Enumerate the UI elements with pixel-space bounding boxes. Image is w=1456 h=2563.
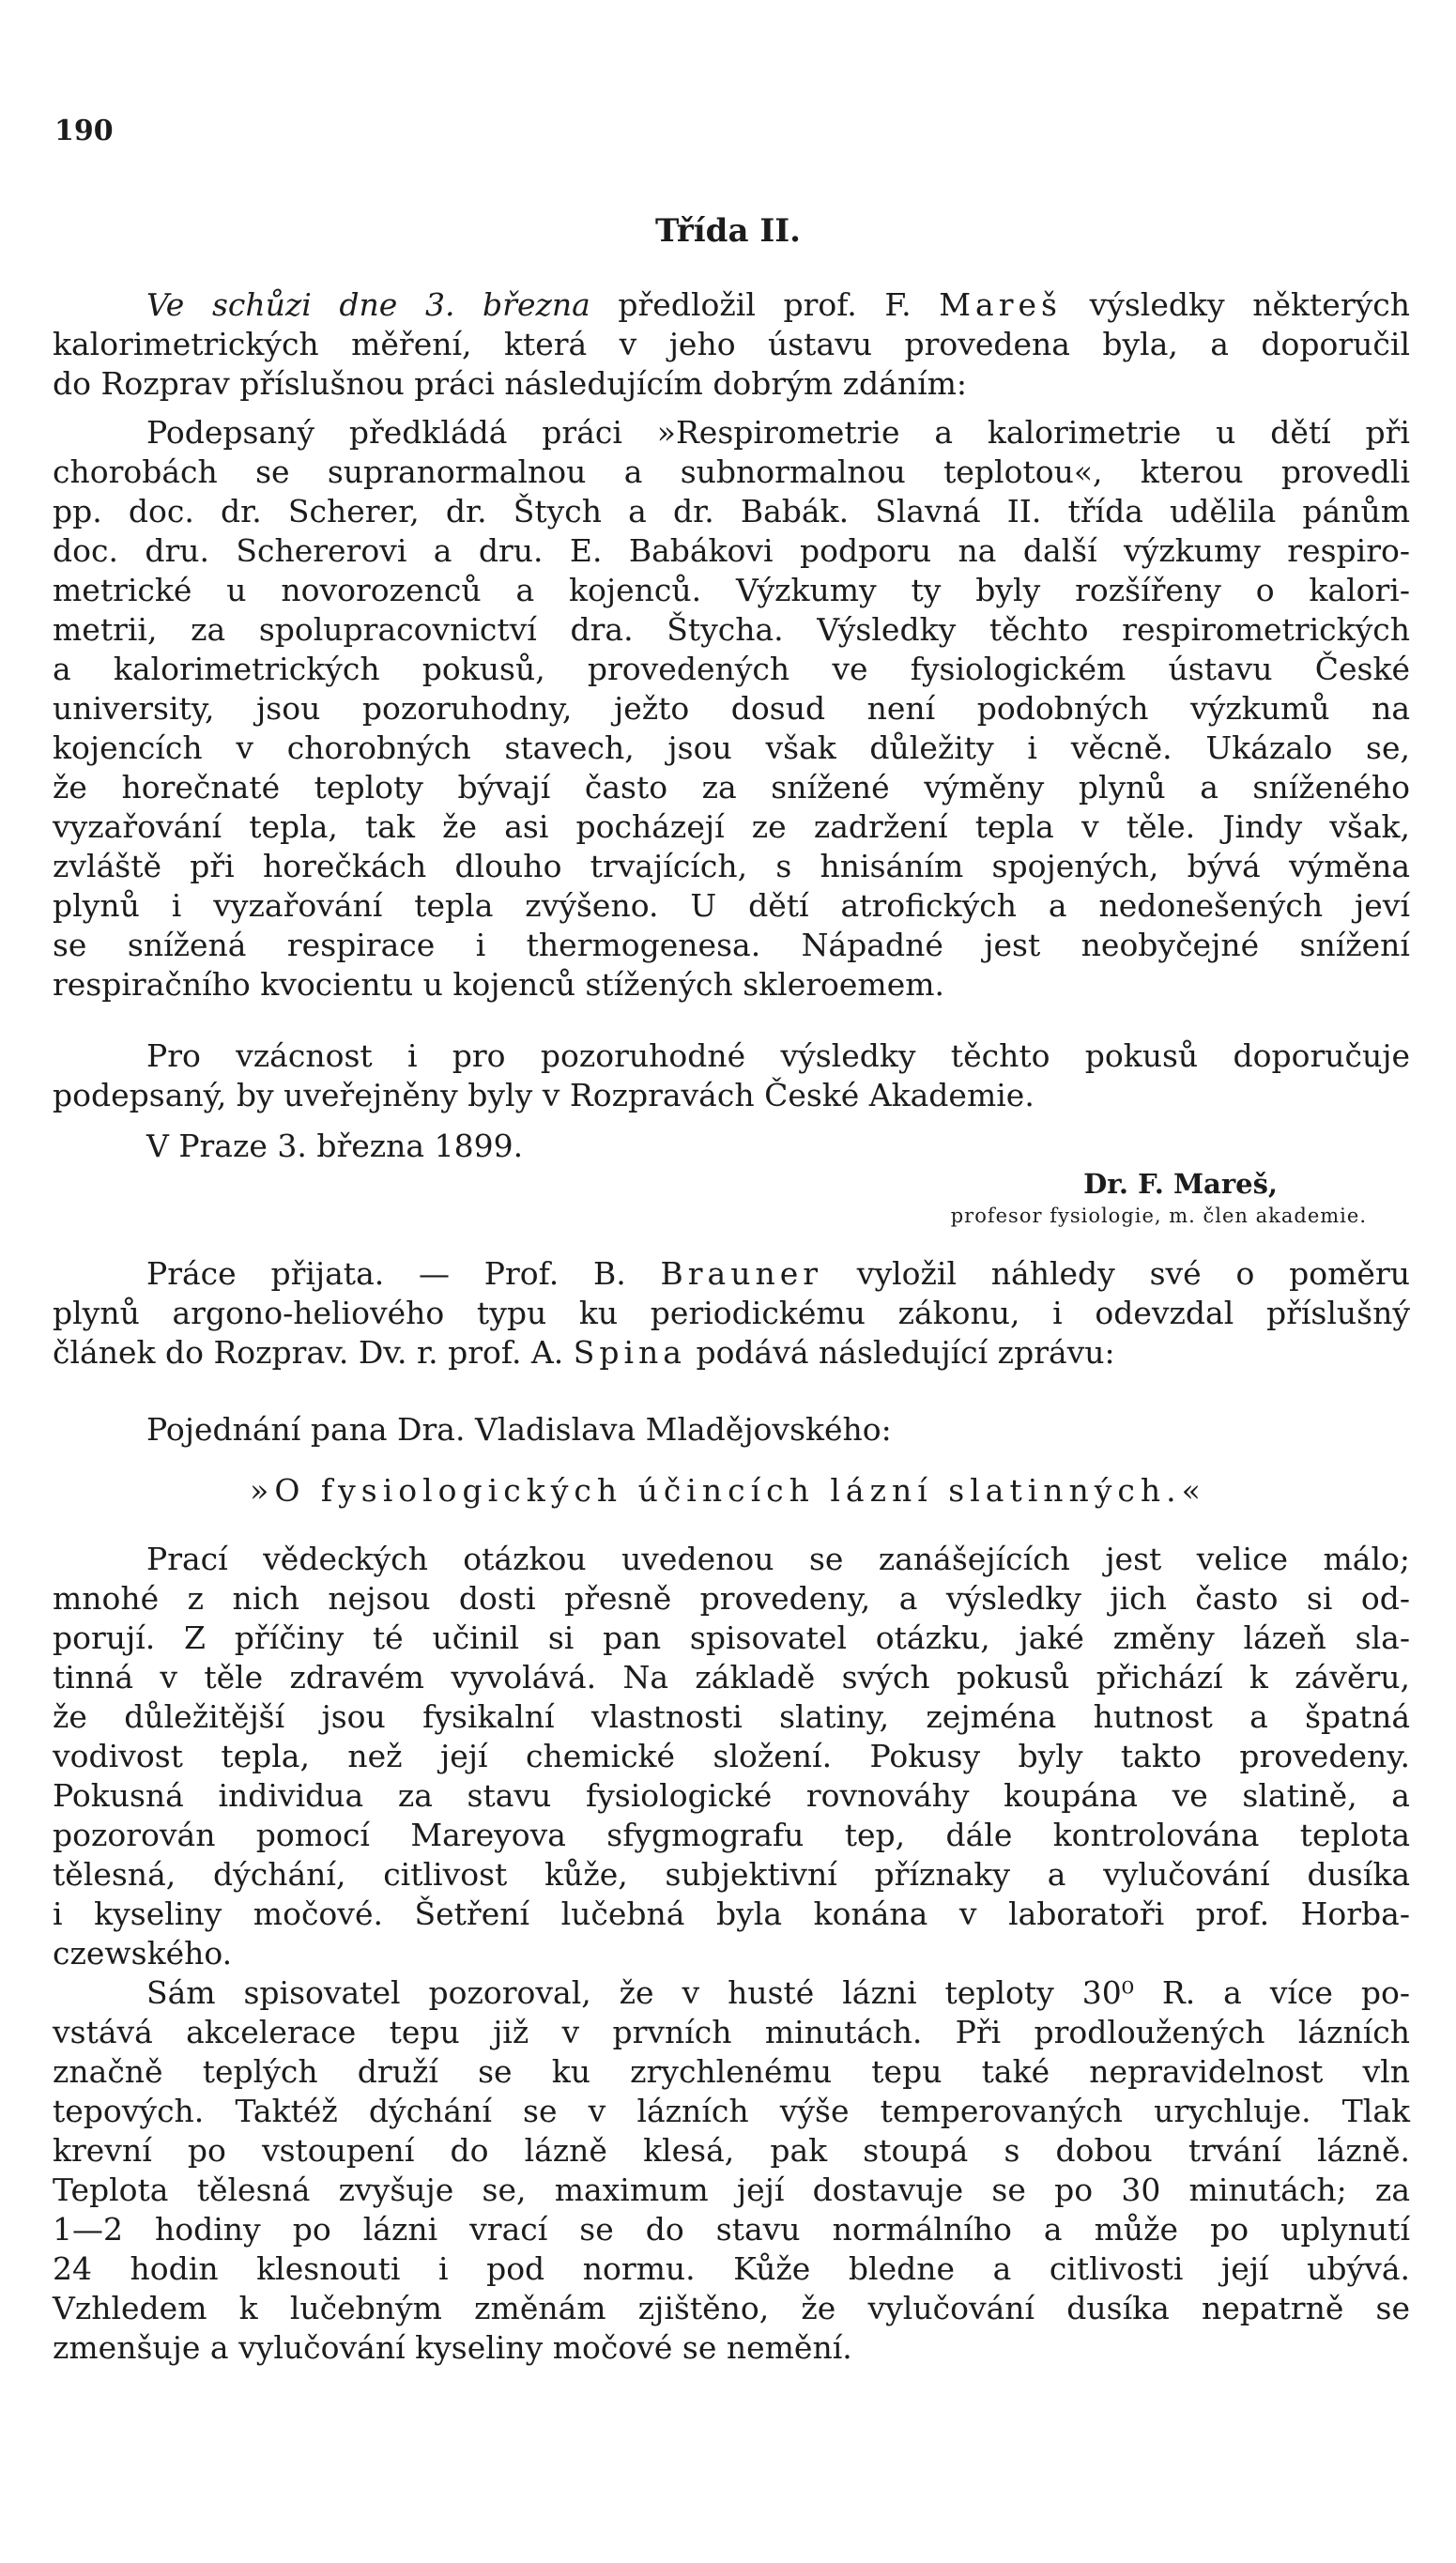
text-line: i kyseliny močové. Šetření lučebná byla konána v laboratoři prof. Horba- <box>53 1895 1410 1932</box>
text-line: metrii, za spolupracovnictví dra. Štycha. Výsledky těchto respirometrických <box>53 611 1410 648</box>
text-line: Pokusná individua za stavu fysiologické rovnováhy koupána ve slatině, a <box>53 1777 1410 1814</box>
signature-name: Dr. F. Mareš, <box>1083 1168 1278 1200</box>
text-line <box>53 1333 1410 1373</box>
text-line: kalorimetrických měření, která v jeho ústavu provedena byla, a doporučil <box>53 326 1410 362</box>
text-line: značně teplých druží se ku zrychlenému tepu také nepravidelnost vln <box>53 2053 1410 2090</box>
text-line: krevní po vstoupení do lázně klesá, pak stoupá s dobou trvání lázně. <box>53 2132 1410 2169</box>
text-line: Pro vzácnost i pro pozoruhodné výsledky těchto pokusů doporučuje <box>146 1037 1410 1074</box>
intro-paragraph <box>53 285 1410 404</box>
text-line: plynů argono-heliového typu ku periodickému zákonu, i odevzdal příslušný <box>53 1295 1410 1331</box>
text-line: chorobách se supranormalnou a subnormalnou teplotou«, kterou provedli <box>53 453 1410 490</box>
text-segment: předložil prof. F. <box>590 286 940 323</box>
page-number: 190 <box>54 115 114 147</box>
text-line: university, jsou pozoruhodny, ježto dosud není podobných výzkumů na <box>53 690 1410 727</box>
text-line: tělesná, dýchání, citlivost kůže, subjektivní příznaky a vylučování dusíka <box>53 1856 1410 1893</box>
text-line: že horečnaté teploty bývají často za snížené výměny plynů a sníženého <box>53 769 1410 806</box>
text-line: metrické u novorozenců a kojenců. Výzkumy ty byly rozšířeny o kalori- <box>53 572 1410 608</box>
text-segment: výsledky některých <box>1061 286 1410 323</box>
text-line: zmenšuje a vylučování kyseliny močové se nemění. <box>53 2329 852 2366</box>
text-line: tinná v těle zdravém vyvolává. Na základě svých pokusů přichází k závěru, <box>53 1659 1410 1696</box>
closing-paragraph <box>53 1036 1410 1115</box>
text-segment: vyložil náhledy své o poměru <box>822 1255 1410 1292</box>
review-paragraph-1 <box>53 1540 1410 1973</box>
review-intro: Pojednání pana Dra. Vladislava Mladějovského: <box>146 1411 892 1448</box>
text-line: tepových. Taktéž dýchání se v lázních výše temperovaných urychluje. Tlak <box>53 2093 1410 2129</box>
author-name: Spina <box>573 1334 686 1371</box>
text-line: Prací vědeckých otázkou uvedenou se zanášejících jest velice málo; <box>146 1541 1410 1577</box>
text-line: kojencích v chorobných stavech, jsou však důležity i věcně. Ukázalo se, <box>53 729 1410 766</box>
text-line: plynů i vyzařování tepla zvýšeno. U dětí atrofických a nedonešených jeví <box>53 887 1410 924</box>
text-line: 24 hodin klesnouti i pod normu. Kůže bledne a citlivosti její ubývá. <box>53 2250 1410 2287</box>
meeting-date: Ve schůzi dne 3. března <box>146 286 590 323</box>
text-line: pp. doc. dr. Scherer, dr. Štych a dr. Babák. Slavná II. třída udělila pánům <box>53 493 1410 529</box>
text-line: vstává akcelerace tepu již v prvních minutách. Při prodloužených lázních <box>53 2014 1410 2050</box>
text-line: a kalorimetrických pokusů, provedených ve fysiologickém ústavu České <box>53 651 1410 687</box>
text-line: pozorován pomocí Mareyova sfygmografu tep, dále kontrolována teplota <box>53 1817 1410 1853</box>
section-heading: Třída II. <box>655 212 801 250</box>
text-line: porují. Z příčiny té učinil si pan spisovatel otázku, jaké změny lázeň sla- <box>53 1619 1410 1656</box>
text-segment: článek do Rozprav. Dv. r. prof. A. <box>53 1334 574 1371</box>
author-name: Mareš <box>939 286 1062 323</box>
text-line: Teplota tělesná zvyšuje se, maximum její dostavuje se po 30 minutách; za <box>53 2172 1410 2208</box>
text-line: respiračního kvocientu u kojenců stížených skleroemem. <box>53 966 945 1003</box>
report-paragraph <box>53 413 1410 1005</box>
text-line: zvláště při horečkách dlouho trvajících, s hnisáním spojených, bývá výměna <box>53 848 1410 884</box>
text-line: doc. dru. Schererovi a dru. E. Babákovi podporu na další výzkumy respiro- <box>53 532 1410 569</box>
text-segment: podává následující zprávu: <box>685 1334 1115 1371</box>
text-segment: Práce přijata. — Prof. B. <box>146 1255 661 1292</box>
text-line <box>53 1254 1410 1294</box>
text-line: czewského. <box>53 1935 233 1972</box>
text-line: vodivost tepla, než její chemické složení. Pokusy byly takto provedeny. <box>53 1738 1410 1774</box>
text-line: mnohé z nich nejsou dosti přesně provedeny, a výsledky jich často si od- <box>53 1580 1410 1617</box>
signature-title: profesor fysiologie, m. člen akademie. <box>950 1205 1367 1227</box>
text-line: do Rozprav příslušnou práci následujícím dobrým zdáním: <box>53 365 968 402</box>
text-line: 1—2 hodiny po lázni vrací se do stavu normálního a může po uplynutí <box>53 2211 1410 2248</box>
accepted-paragraph <box>53 1254 1410 1373</box>
review-paragraph-2 <box>53 1973 1410 2368</box>
text-line: se snížená respirace i thermogenesa. Nápadné jest neobyčejné snížení <box>53 927 1410 963</box>
text-line: Sám spisovatel pozoroval, že v husté lázni teploty 30⁰ R. a více po- <box>146 1974 1410 2011</box>
text-line: podepsaný, by uveřejněny byly v Rozpravách České Akademie. <box>53 1077 1035 1113</box>
text-line: Podepsaný předkládá práci »Respirometrie a kalorimetrie u dětí při <box>146 414 1410 451</box>
author-name: Brauner <box>660 1255 823 1292</box>
review-intro-block <box>53 1410 1410 1450</box>
place-date: V Praze 3. března 1899. <box>146 1128 524 1164</box>
text-line: že důležitější jsou fysikalní vlastnosti slatiny, zejména hutnost a špatná <box>53 1698 1410 1735</box>
text-line <box>53 285 1410 325</box>
text-line: Vzhledem k lučebným změnám zjištěno, že vylučování dusíka nepatrně se <box>53 2290 1410 2326</box>
text-line: vyzařování tepla, tak že asi pocházejí ze zadržení tepla v těle. Jindy však, <box>53 808 1410 845</box>
article-title: »O fysiologických účincích lázní slatinných.« <box>250 1472 1206 1509</box>
place-date-block <box>53 1127 1410 1166</box>
